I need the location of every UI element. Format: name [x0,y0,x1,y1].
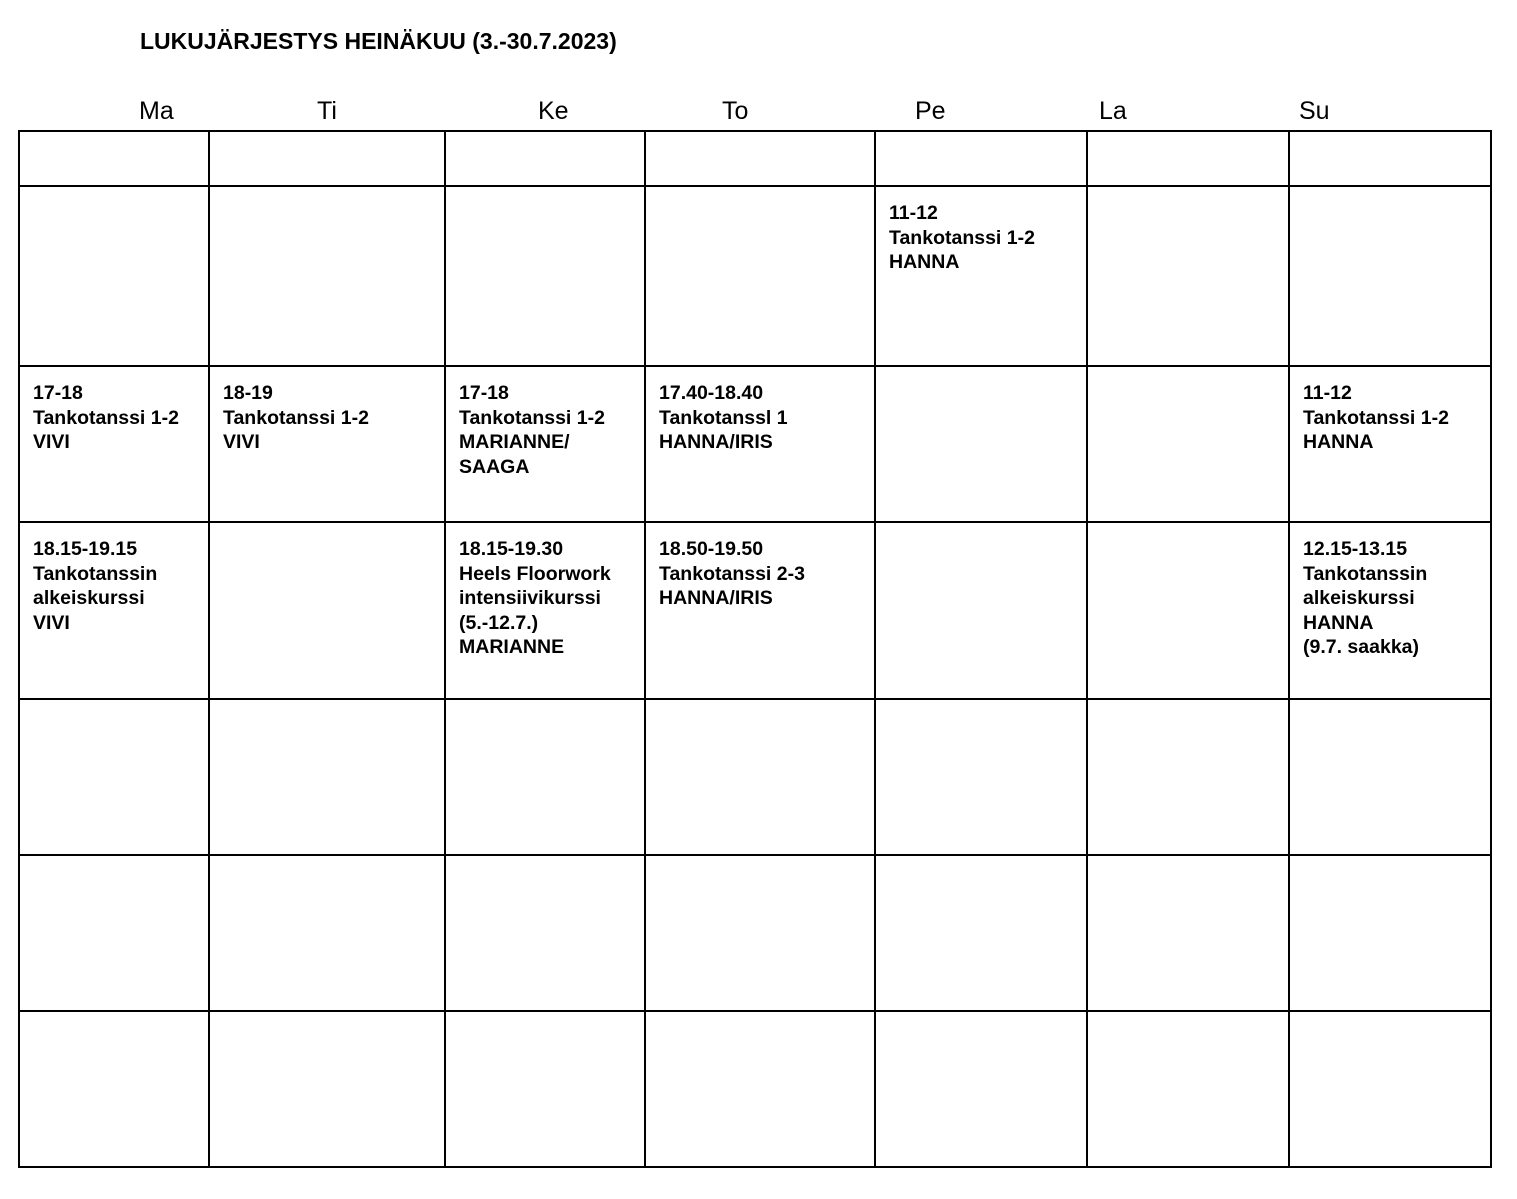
schedule-cell [1289,855,1491,1011]
day-header-ma: Ma [139,97,174,125]
class-entry-line: intensiivikurssi [459,587,601,609]
schedule-cell [209,1011,445,1167]
day-header-ti: Ti [317,97,337,125]
schedule-cell [645,699,875,855]
class-entry-line: 18.15-19.15 [33,538,138,560]
schedule-cell [445,699,645,855]
class-entry-line: Tankotanssin [1303,562,1428,585]
class-entry-line: 17-18 [33,382,83,404]
schedule-cell [209,131,445,186]
schedule-table [18,130,1492,1168]
schedule-cell [875,699,1087,855]
schedule-cell [19,699,209,855]
class-entry-line: MARIANNE [459,636,565,658]
schedule-cell [445,186,645,366]
schedule-cell [1289,522,1491,699]
page-title: LUKUJÄRJESTYS HEINÄKUU (3.-30.7.2023) [140,28,617,54]
schedule-cell [19,522,209,699]
schedule-cell [1087,131,1289,186]
schedule-cell [19,1011,209,1167]
schedule-cell [209,855,445,1011]
schedule-cell [645,855,875,1011]
class-entry-line: HANNA/IRIS [659,431,773,453]
class-entry-line: 18.50-19.50 [659,538,764,560]
class-entry-line: 18-19 [223,382,273,404]
day-header-to: To [722,97,749,125]
schedule-cell [1087,1011,1289,1167]
schedule-cell [1087,522,1289,699]
schedule-row [19,131,1491,186]
schedule-cell [1289,186,1491,366]
class-entry-line: 11-12 [1303,382,1352,404]
schedule-cell [645,186,875,366]
schedule-cell [19,855,209,1011]
class-entry-line: 17-18 [459,382,509,404]
class-entry-line: Tankotanssi 1-2 [223,406,369,429]
class-entry-line: Heels Floorwork [459,562,611,585]
schedule-cell [209,522,445,699]
schedule-cell [209,186,445,366]
class-entry-line: MARIANNE/ [459,431,570,453]
class-entry-line: VIVI [33,431,70,453]
schedule-cell [1087,186,1289,366]
schedule-cell [875,522,1087,699]
day-header-pe: Pe [915,97,946,125]
class-entry-line: HANNA [1303,611,1374,634]
schedule-row [19,186,1491,366]
class-entry-line: VIVI [33,611,70,634]
schedule-cell [1289,699,1491,855]
class-entry-line: 18.15-19.30 [459,538,564,560]
schedule-cell [1087,366,1289,522]
class-entry-line: alkeiskurssi [33,587,145,609]
schedule-row [19,366,1491,522]
schedule-row [19,699,1491,855]
schedule-cell [1087,855,1289,1011]
schedule-cell [875,855,1087,1011]
schedule-cell [875,131,1087,186]
class-entry-line: Tankotanssi 1-2 [459,406,605,429]
schedule-row [19,1011,1491,1167]
class-entry-line: Tankotanssi 1-2 [33,406,179,429]
class-entry-line: Tankotanssi 1-2 [889,226,1035,249]
schedule-cell [445,855,645,1011]
schedule-row [19,855,1491,1011]
class-entry-line: SAAGA [459,455,530,478]
class-entry-line: 11-12 [889,202,938,224]
class-entry-line: alkeiskurssi [1303,587,1415,609]
class-entry-line: 17.40-18.40 [659,382,764,404]
schedule-cell [875,1011,1087,1167]
schedule-cell [645,522,875,699]
class-entry-line: (9.7. saakka) [1303,636,1420,658]
schedule-cell [645,131,875,186]
schedule-cell [1289,366,1491,522]
day-header-ke: Ke [538,97,569,125]
schedule-cell [445,522,645,699]
class-entry-line: 12.15-13.15 [1303,538,1408,560]
schedule-cell [19,131,209,186]
schedule-cell [19,366,209,522]
schedule-cell [1087,699,1289,855]
schedule-cell [1289,1011,1491,1167]
class-entry-line: Tankotanssl 1 [659,406,788,429]
day-header-la: La [1099,97,1127,125]
class-entry-line: HANNA [889,251,960,273]
class-entry-line: Tankotanssi 2-3 [659,562,805,585]
schedule-cell [445,366,645,522]
schedule-cell [875,366,1087,522]
schedule-cell [445,131,645,186]
schedule-row [19,522,1491,699]
class-entry-line: HANNA [1303,431,1374,453]
class-entry-line: HANNA/IRIS [659,587,773,609]
class-entry-line: VIVI [223,431,260,453]
class-entry-line: Tankotanssin [33,562,158,585]
schedule-cell [445,1011,645,1167]
day-header-su: Su [1299,97,1330,125]
schedule-cell [209,699,445,855]
schedule-cell [209,366,445,522]
class-entry-line: Tankotanssi 1-2 [1303,406,1449,429]
schedule-cell [645,366,875,522]
schedule-cell [1289,131,1491,186]
schedule-cell [645,1011,875,1167]
schedule-cell [19,186,209,366]
schedule-cell [875,186,1087,366]
class-entry-line: (5.-12.7.) [459,611,539,634]
